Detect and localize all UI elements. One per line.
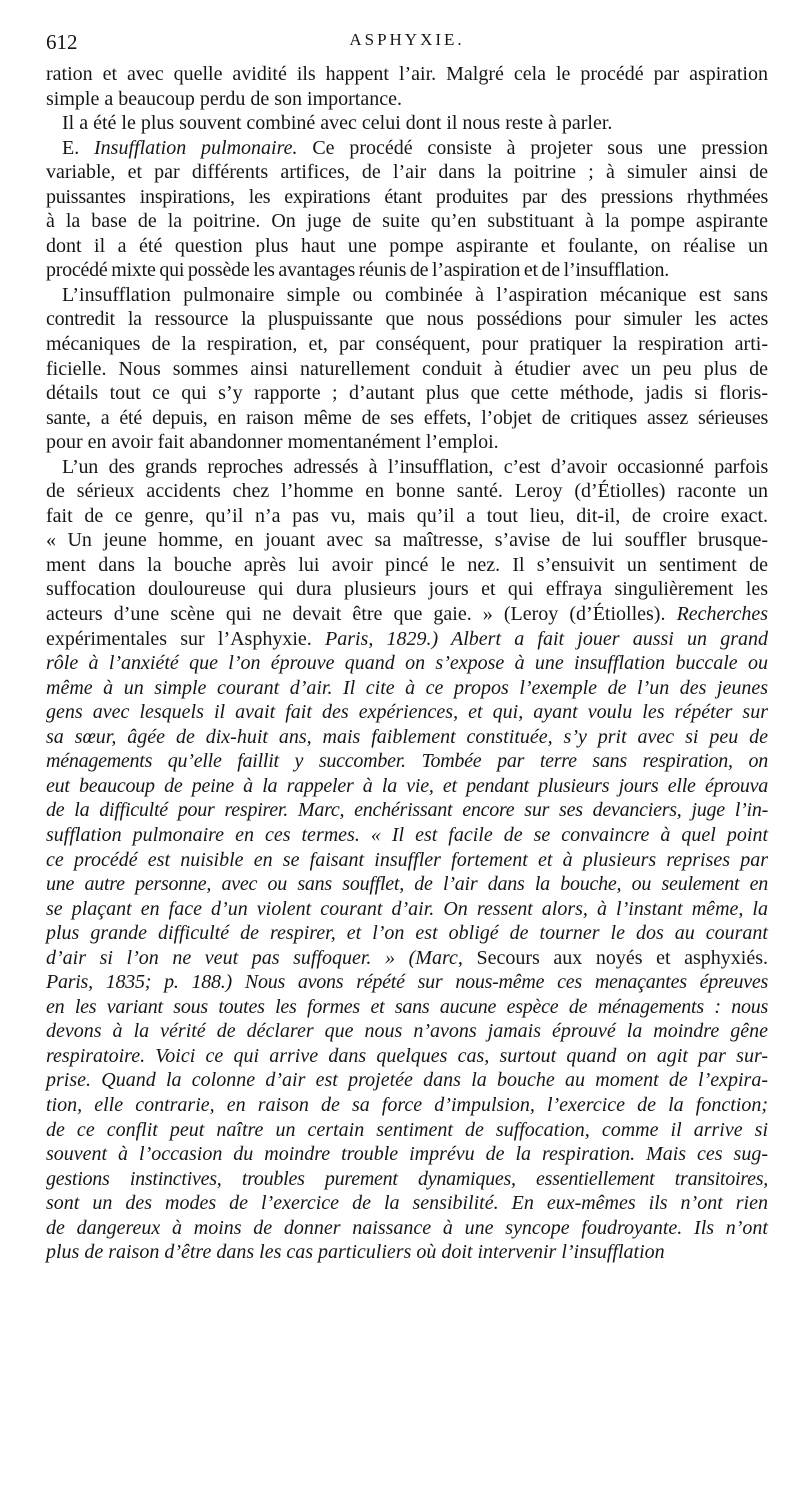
text-line: en les variant sous toutes les formes et sans aucune espèce de ménagements : nous xyxy=(46,995,768,1018)
text-line: simple a beaucoup perdu de son importance. xyxy=(46,87,402,110)
text-line: pour en avoir fait abandonner momentanément l’emploi. xyxy=(46,431,499,454)
text-line: L’un des grands reproches adressés à l’insufflation, c’est d’avoir occasionné parfois xyxy=(62,455,768,478)
text-line: sante, a été depuis, en raison même de ses effets, l’objet de critiques assez sérieuses xyxy=(46,406,768,429)
text-line: de sérieux accidents chez l’homme en bonne santé. Leroy (d’Étiolles) raconte un xyxy=(46,480,768,503)
text-line: de la difficulté pour respirer. Marc, enchérissant encore sur ses devanciers, juge l’in- xyxy=(46,799,768,822)
text-line: expérimentales sur l’Asphyxie. Paris, 1829.) Albert a fait jouer aussi un grand xyxy=(46,627,769,650)
text-line: ment dans la bouche après lui avoir pincé le nez. Il s’ensuivit un sentiment de xyxy=(46,553,768,576)
text-line: Paris, 1835; p. 188.) Nous avons répété sur nous-même ces menaçantes épreuves xyxy=(46,971,768,994)
text-line: fait de ce genre, qu’il n’a pas vu, mais qu’il a tout lieu, dit-il, de croire exact. xyxy=(46,504,768,527)
text-line: ce procédé est nuisible en se faisant insuffler fortement et à plusieurs reprises par xyxy=(46,848,768,871)
text-line: rôle à l’anxiété que l’on éprouve quand on s’expose à une insufflation buccale ou xyxy=(46,652,768,675)
text-line: prise. Quand la colonne d’air est projetée dans la bouche au moment de l’expira- xyxy=(46,1069,768,1092)
text-line: variable, et par différents artifices, de l’air dans la poitrine ; à simuler ainsi de xyxy=(46,161,768,184)
text-line: ficielle. Nous sommes ainsi naturellement conduit à étudier avec un peu plus de xyxy=(46,357,768,380)
body-text xyxy=(46,62,768,1265)
text-line: dont il a été question plus haut une pompe aspirante et foulante, on réalise un xyxy=(46,234,768,257)
text-line: puissantes inspirations, les expirations étant produites par des pressions rhythmées xyxy=(46,185,768,208)
text-line: suffocation douloureuse qui dura plusieurs jours et qui effraya singulièrement les xyxy=(46,578,768,601)
running-title: ASPHYXIE. xyxy=(349,30,465,49)
text-line: de dangereux à moins de donner naissance à une syncope foudroyante. Ils n’ont xyxy=(46,1216,768,1239)
text-line: souvent à l’occasion du moindre trouble imprévu de la respiration. Mais ces sug- xyxy=(46,1143,768,1166)
text-line: une autre personne, avec ou sans soufflet, de l’air dans la bouche, ou seulement en xyxy=(46,873,768,896)
text-line: à la base de la poitrine. On juge de suite qu’en substituant à la pompe aspirante xyxy=(46,210,768,233)
text-line: « Un jeune homme, en jouant avec sa maîtresse, s’avise de lui souffler brusque- xyxy=(46,529,768,552)
text-line: se plaçant en face d’un violent courant d’air. On ressent alors, à l’instant même, la xyxy=(46,897,768,920)
text-line: gestions instinctives, troubles purement dynamiques, essentiellement transitoires, xyxy=(46,1167,768,1190)
text-line: tion, elle contrarie, en raison de sa force d’impulsion, l’exercice de la fonction; xyxy=(46,1093,768,1116)
text-line: acteurs d’une scène qui ne devait être que gaie. » (Leroy (d’Étiolles). Recherches xyxy=(46,603,768,626)
text-line: gens avec lesquels il avait fait des expériences, et qui, ayant voulu les répéter sur xyxy=(46,701,768,724)
text-line: ration et avec quelle avidité ils happent l’air. Malgré cela le procédé par aspiration xyxy=(46,63,768,85)
text-line: de ce conflit peut naître un certain sentiment de suffocation, comme il arrive si xyxy=(46,1118,768,1141)
text-line: sa sœur, âgée de dix-huit ans, mais faiblement constituée, s’y prit avec si peu de xyxy=(46,725,768,748)
text-line: même à un simple courant d’air. Il cite à ce propos l’exemple de l’un des jeunes xyxy=(46,676,768,699)
text-line: plus de raison d’être dans les cas particuliers où doit intervenir l’insufflation xyxy=(46,1241,665,1264)
page-header xyxy=(46,30,768,58)
text-line: détails tout ce qui s’y rapporte ; d’autant plus que cette méthode, jadis si floris- xyxy=(46,382,768,405)
text-line: plus grande difficulté de respirer, et l’on est obligé de tourner le dos au courant xyxy=(46,922,768,945)
text-line: mécaniques de la respiration, et, par conséquent, pour pratiquer la respiration arti- xyxy=(46,333,768,356)
text-line: respiratoire. Voici ce qui arrive dans quelques cas, surtout quand on agit par sur- xyxy=(46,1044,768,1067)
text-line: procédé mixte qui possède les avantages réunis de l’aspiration et de l’insufflation. xyxy=(46,259,669,282)
text-line: contredit la ressource la pluspuissante que nous possédions pour simuler les actes xyxy=(46,308,768,331)
text-line: eut beaucoup de peine à la rappeler à la vie, et pendant plusieurs jours elle éprouva xyxy=(46,774,768,797)
text-line: sufflation pulmonaire en ces termes. « Il est facile de se convaincre à quel point xyxy=(46,823,768,846)
text-line: E. Insufflation pulmonaire. Ce procédé consiste à projeter sous une pression xyxy=(62,136,768,159)
page-number: 612 xyxy=(46,30,78,54)
text-line: ménagements qu’elle faillit y succomber. Tombée par terre sans respiration, on xyxy=(46,750,768,773)
text-line: Il a été le plus souvent combiné avec celui dont il nous reste à parler. xyxy=(62,112,613,135)
text-line: sont un des modes de l’exercice de la sensibilité. En eux-mêmes ils n’ont rien xyxy=(46,1192,768,1215)
text-line: d’air si l’on ne veut pas suffoquer. » (Marc, Secours aux noyés et asphyxiés. xyxy=(46,946,768,969)
text-line: devons à la vérité de déclarer que nous n’avons jamais éprouvé la moindre gêne xyxy=(46,1020,768,1043)
text-line: L’insufflation pulmonaire simple ou combinée à l’aspiration mécanique est sans xyxy=(62,283,768,306)
